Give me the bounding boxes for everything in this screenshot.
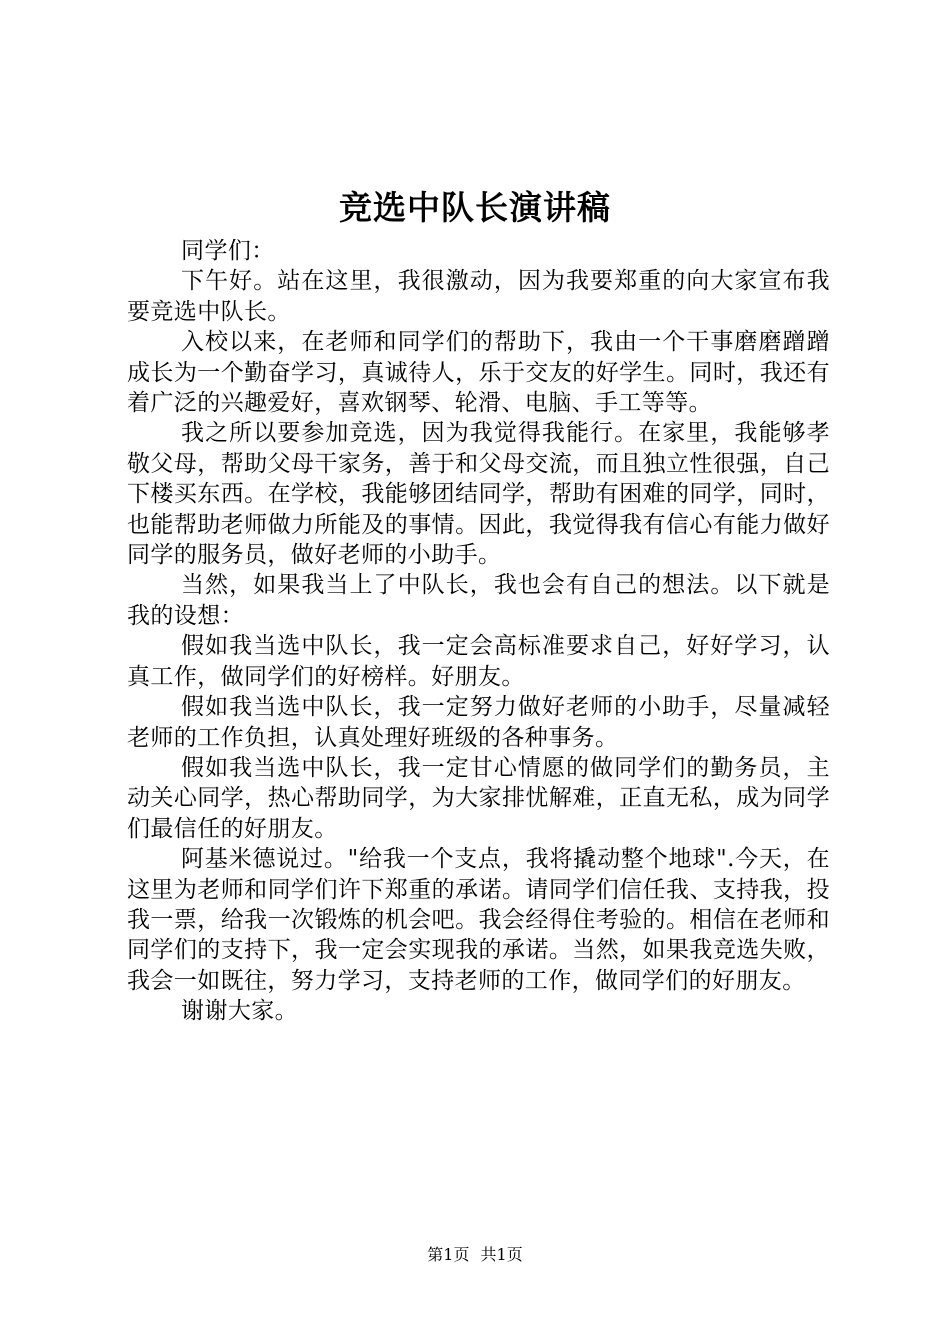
paragraph-opening: 下午好。站在这里，我很激动，因为我要郑重的向大家宣布我要竞选中队长。 [127, 268, 830, 325]
page-footer [0, 1244, 950, 1266]
document-body [127, 236, 830, 1027]
page-total: 共1页 [480, 1245, 523, 1264]
paragraph-plan-1: 假如我当选中队长，我一定会高标准要求自己，好好学习，认真工作，做同学们的好榜样。好朋友。 [127, 633, 830, 690]
paragraph-reasons: 我之所以要参加竞选，因为我觉得我能行。在家里，我能够孝敬父母，帮助父母干家务，善于和父母交流，而且独立性很强，自己下楼买东西。在学校，我能够团结同学，帮助有困难的同学，同时，也能帮助老师做力所能及的事情。因此，我觉得我有信心有能力做好同学的服务员，做好老师的小助手。 [127, 420, 830, 569]
paragraph-plans-intro: 当然，如果我当上了中队长，我也会有自己的想法。以下就是我的设想： [127, 572, 830, 629]
paragraph-greeting: 同学们： [181, 238, 275, 264]
paragraph-plan-2: 假如我当选中队长，我一定努力做好老师的小助手，尽量减轻老师的工作负担，认真处理好班级的各种事务。 [127, 694, 830, 751]
paragraph-plan-3: 假如我当选中队长，我一定甘心情愿的做同学们的勤务员，主动关心同学，热心帮助同学，为大家排忧解难，正直无私，成为同学们最信任的好朋友。 [127, 754, 830, 842]
paragraph-thanks: 谢谢大家。 [181, 998, 299, 1025]
document-title: 竞选中队长演讲稿 [339, 188, 611, 227]
paragraph-background: 入校以来，在老师和同学们的帮助下，我由一个干事磨磨蹭蹭成长为一个勤奋学习，真诚待人，乐于交友的好学生。同时，我还有着广泛的兴趣爱好，喜欢钢琴、轮滑、电脑、手工等等。 [127, 329, 830, 417]
page-number: 第1页 [427, 1245, 470, 1264]
paragraph-conclusion: 阿基米德说过。"给我一个支点，我将撬动整个地球".今天，在这里为老师和同学们许下郑重的承诺。请同学们信任我、支持我，投我一票，给我一次锻炼的机会吧。我会经得住考验的。相信在老师和同学们的支持下，我一定会实现我的承诺。当然，如果我竞选失败，我会一如既往，努力学习，支持老师的工作，做同学们的好朋友。 [127, 846, 830, 994]
